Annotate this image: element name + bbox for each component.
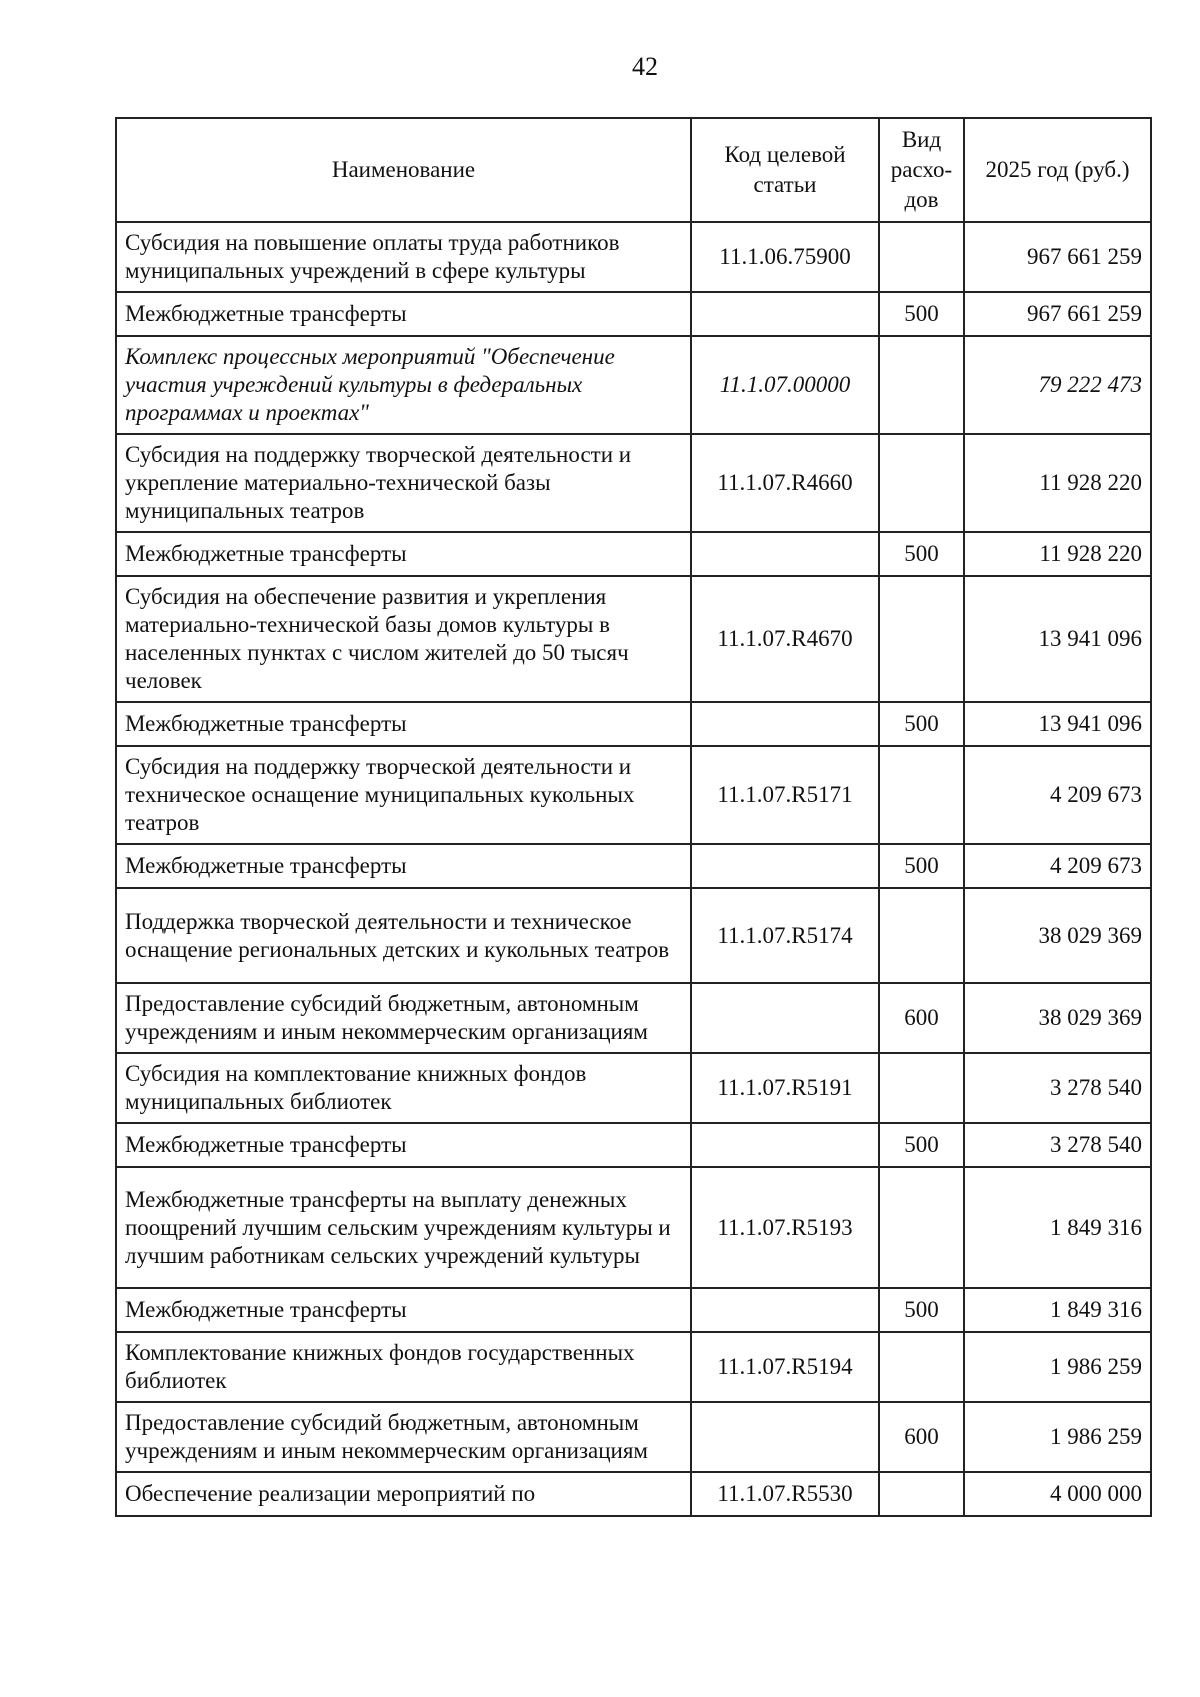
header-amount-2025: 2025 год (руб.): [964, 118, 1151, 222]
cell-expense-type: 600: [879, 983, 964, 1053]
cell-amount: 4 209 673: [964, 746, 1151, 844]
table-header-row: [116, 118, 1151, 222]
table-body: [116, 222, 1151, 1516]
table-row: [116, 292, 1151, 336]
table-row: [116, 336, 1151, 434]
cell-code: 11.1.07.R5171: [691, 746, 879, 844]
cell-name: Межбюджетные трансферты: [116, 1288, 691, 1332]
page-number: 42: [632, 52, 658, 81]
cell-amount: 967 661 259: [964, 292, 1151, 336]
cell-expense-type: [879, 1167, 964, 1288]
table-row: [116, 1402, 1151, 1472]
cell-amount: 79 222 473: [964, 336, 1151, 434]
cell-code: 11.1.06.75900: [691, 222, 879, 292]
cell-amount: 967 661 259: [964, 222, 1151, 292]
table-row: [116, 434, 1151, 532]
cell-name: Предоставление субсидий бюджетным, автономным учреждениям и иным некоммерческим организациям: [116, 983, 691, 1053]
cell-name: Межбюджетные трансферты: [116, 532, 691, 576]
header-expense-type: Вид расхо-дов: [879, 118, 964, 222]
cell-code: [691, 844, 879, 888]
cell-amount: 1 986 259: [964, 1332, 1151, 1402]
cell-name: Обеспечение реализации мероприятий по: [116, 1472, 691, 1516]
cell-amount: 3 278 540: [964, 1053, 1151, 1123]
cell-expense-type: [879, 336, 964, 434]
cell-code: 11.1.07.R5194: [691, 1332, 879, 1402]
table-row: [116, 702, 1151, 746]
cell-code: [691, 983, 879, 1053]
budget-table: [115, 117, 1152, 1517]
header-code: Код целевой статьи: [691, 118, 879, 222]
table-row: [116, 1123, 1151, 1167]
cell-code: [691, 532, 879, 576]
cell-name: Субсидия на поддержку творческой деятельности и техническое оснащение муниципальных кукольных театров: [116, 746, 691, 844]
cell-name: Межбюджетные трансферты: [116, 702, 691, 746]
cell-code: 11.1.07.R4660: [691, 434, 879, 532]
cell-name: Комплекс процессных мероприятий "Обеспечение участия учреждений культуры в федеральных программах и проектах": [116, 336, 691, 434]
cell-amount: 38 029 369: [964, 888, 1151, 983]
cell-expense-type: [879, 1332, 964, 1402]
table-row: [116, 532, 1151, 576]
table-row: [116, 222, 1151, 292]
table-row: [116, 983, 1151, 1053]
table-row: [116, 1167, 1151, 1288]
cell-amount: 11 928 220: [964, 532, 1151, 576]
cell-name: Субсидия на комплектование книжных фондов муниципальных библиотек: [116, 1053, 691, 1123]
cell-code: 11.1.07.R4670: [691, 576, 879, 702]
table-row: [116, 746, 1151, 844]
cell-amount: 13 941 096: [964, 576, 1151, 702]
table-row: [116, 844, 1151, 888]
cell-amount: 1 849 316: [964, 1288, 1151, 1332]
cell-expense-type: [879, 434, 964, 532]
cell-amount: 38 029 369: [964, 983, 1151, 1053]
cell-code: 11.1.07.R5174: [691, 888, 879, 983]
cell-name: Субсидия на повышение оплаты труда работников муниципальных учреждений в сфере культуры: [116, 222, 691, 292]
cell-expense-type: 500: [879, 292, 964, 336]
cell-code: 11.1.07.R5193: [691, 1167, 879, 1288]
cell-code: [691, 1288, 879, 1332]
cell-name: Межбюджетные трансферты: [116, 1123, 691, 1167]
cell-amount: 1 849 316: [964, 1167, 1151, 1288]
table-row: [116, 1472, 1151, 1516]
cell-code: 11.1.07.00000: [691, 336, 879, 434]
cell-code: [691, 1402, 879, 1472]
cell-amount: 11 928 220: [964, 434, 1151, 532]
cell-name: Межбюджетные трансферты: [116, 844, 691, 888]
cell-expense-type: 500: [879, 532, 964, 576]
cell-name: Межбюджетные трансферты на выплату денежных поощрений лучшим сельским учреждениям культуры и лучшим работникам сельских учреждений культуры: [116, 1167, 691, 1288]
cell-name: Предоставление субсидий бюджетным, автономным учреждениям и иным некоммерческим организациям: [116, 1402, 691, 1472]
table-row: [116, 1053, 1151, 1123]
cell-expense-type: [879, 1053, 964, 1123]
cell-expense-type: [879, 888, 964, 983]
table-row: [116, 576, 1151, 702]
cell-code: 11.1.07.R5530: [691, 1472, 879, 1516]
cell-name: Субсидия на поддержку творческой деятельности и укрепление материально-технической базы муниципальных театров: [116, 434, 691, 532]
cell-code: [691, 702, 879, 746]
cell-expense-type: 500: [879, 702, 964, 746]
cell-expense-type: 600: [879, 1402, 964, 1472]
cell-expense-type: [879, 222, 964, 292]
cell-name: Комплектование книжных фондов государственных библиотек: [116, 1332, 691, 1402]
table-row: [116, 1332, 1151, 1402]
cell-code: 11.1.07.R5191: [691, 1053, 879, 1123]
cell-expense-type: [879, 576, 964, 702]
table-row: [116, 888, 1151, 983]
cell-code: [691, 292, 879, 336]
cell-name: Межбюджетные трансферты: [116, 292, 691, 336]
cell-amount: 1 986 259: [964, 1402, 1151, 1472]
cell-name: Субсидия на обеспечение развития и укрепления материально-технической базы домов культуры в населенных пунктах с числом жителей до 50 тысяч человек: [116, 576, 691, 702]
cell-expense-type: 500: [879, 1288, 964, 1332]
table-row: [116, 1288, 1151, 1332]
cell-amount: 3 278 540: [964, 1123, 1151, 1167]
cell-expense-type: 500: [879, 844, 964, 888]
header-name: Наименование: [116, 118, 691, 222]
cell-amount: 13 941 096: [964, 702, 1151, 746]
cell-amount: 4 000 000: [964, 1472, 1151, 1516]
cell-expense-type: 500: [879, 1123, 964, 1167]
cell-expense-type: [879, 1472, 964, 1516]
cell-name: Поддержка творческой деятельности и техническое оснащение региональных детских и кукольных театров: [116, 888, 691, 983]
cell-code: [691, 1123, 879, 1167]
cell-amount: 4 209 673: [964, 844, 1151, 888]
cell-expense-type: [879, 746, 964, 844]
